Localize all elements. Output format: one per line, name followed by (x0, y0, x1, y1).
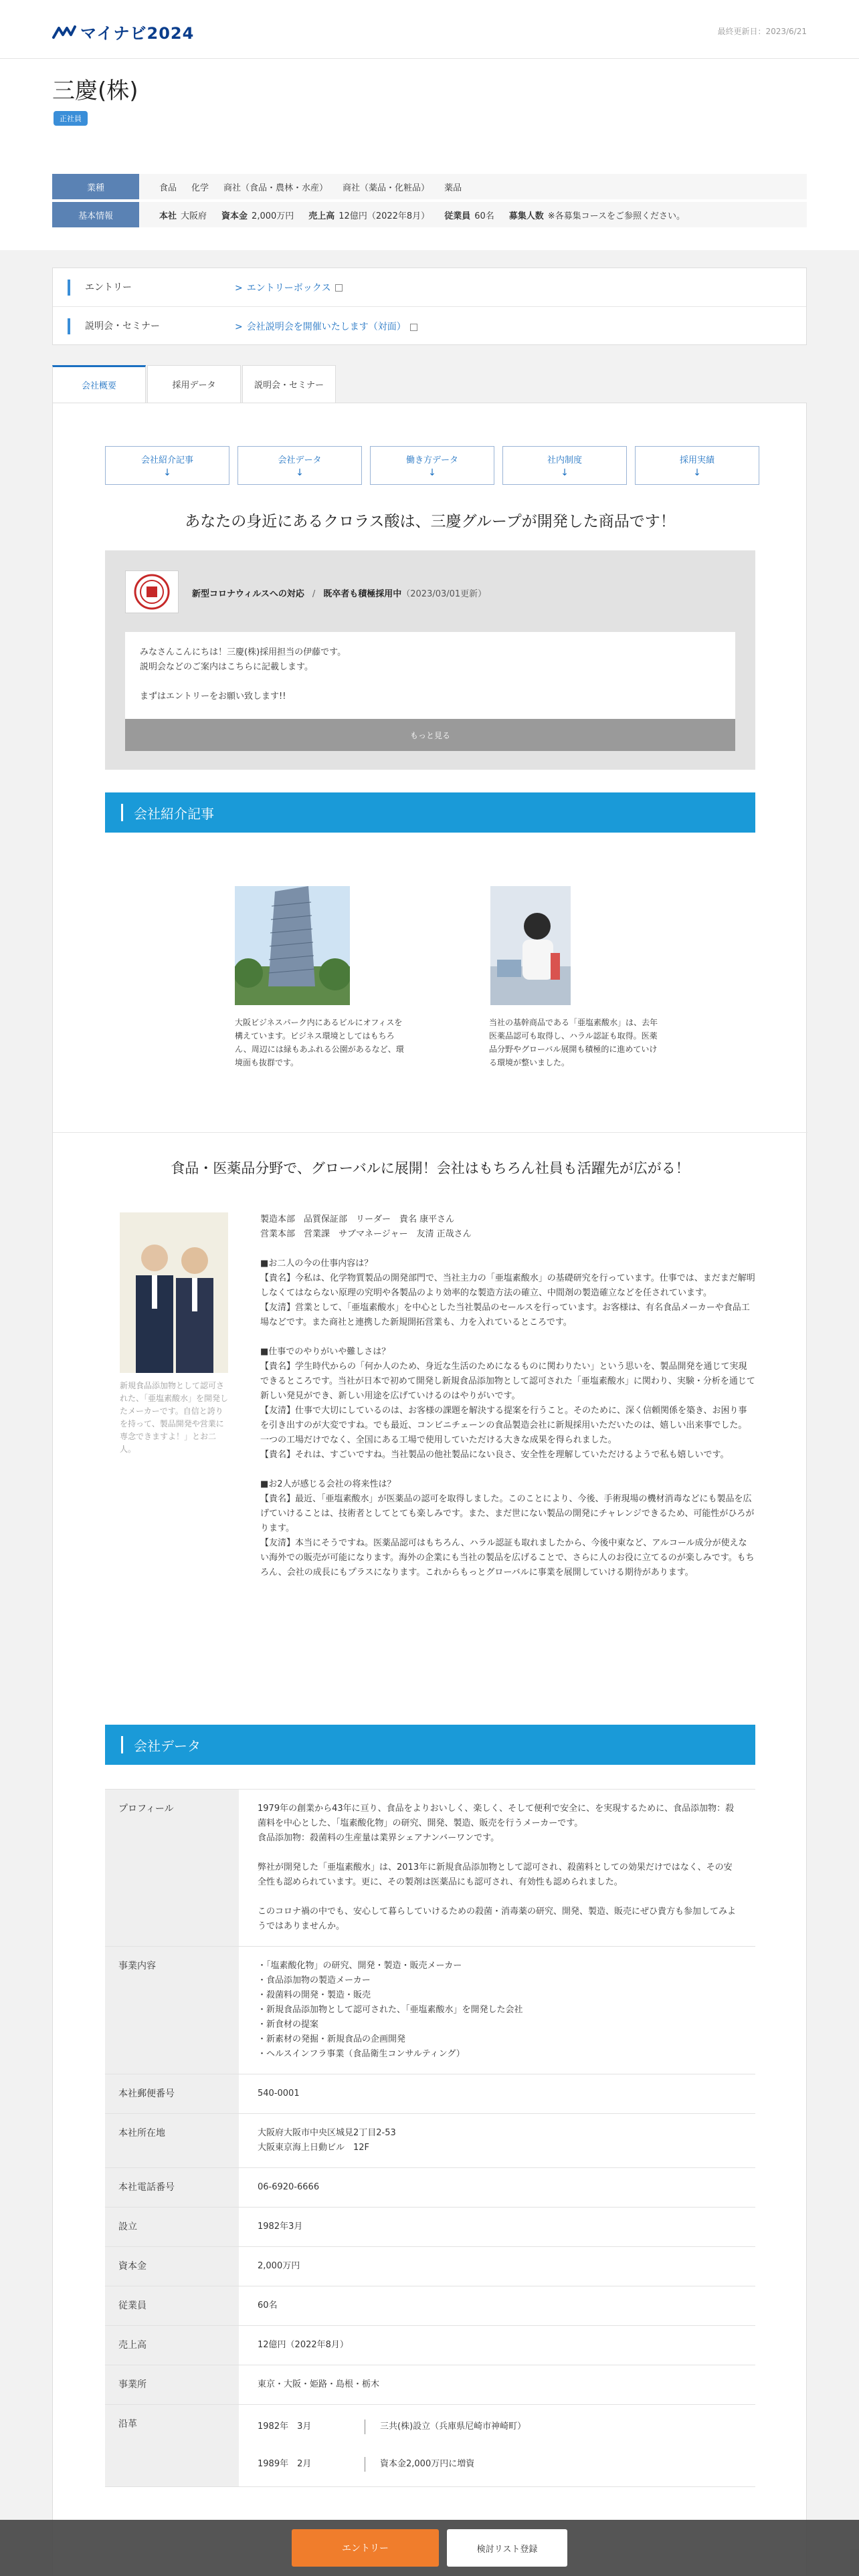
company-name: 三慶(株) (52, 78, 138, 104)
seminar-label: 説明会・セミナー (68, 318, 215, 334)
logo-text: マイナビ2024 (80, 24, 195, 43)
industry-values (139, 174, 807, 199)
row-label: 沿革 (105, 2405, 239, 2486)
news-box (105, 550, 755, 770)
row-label: 従業員 (105, 2286, 239, 2325)
arrow-down-icon: ↓ (428, 467, 436, 478)
interview-line: 【友清】営業として、「亜塩素酸水」を中心とした当社製品のセールスを行っています。お客様は、有名食品メーカーや食品工場などです。また商社と連携した新規開拓営業も、力を入れているところです。 (260, 1303, 750, 1327)
chevron-right-icon: > (235, 282, 243, 294)
table-row (105, 2114, 755, 2168)
news-title[interactable]: 新型コロナウィルスへの対応 / 既卒者も積極採用中（2023/03/01更新） (192, 589, 487, 599)
interview-line: 【貴名】今私は、化学物質製品の開発部門で、当社主力の「亜塩素酸水」の基礎研究を行っています。仕事では、まだまだ解明しなくてはならない原理の究明や各製品のより効率的な製造方法の確立、中間剤の製造確立などを任されています。 (260, 1273, 755, 1298)
recruit-info: 募集人数 ※各募集コースをご参照ください。 (508, 211, 686, 221)
mynavi-logo[interactable] (52, 20, 194, 43)
entry-box-link[interactable]: > エントリーボックス (235, 281, 343, 294)
main-panel (52, 403, 807, 2576)
photo-card-office (235, 886, 409, 1069)
row-value: 12億円（2022年8月） (258, 2340, 349, 2350)
catch-headline: あなたの身近にあるクロラス酸は、三慶グループが開発した商品です！ (185, 513, 676, 530)
table-row (105, 2247, 755, 2286)
table-row (105, 2365, 755, 2405)
industry-label: 業種 (52, 174, 139, 199)
row-value: 540-0001 (258, 2088, 300, 2099)
interview-caption: 新規食品添加物として認可された、「亜塩素酸水」を開発したメーカーです。自信と誇りを持って、製品開発や営業に専念できますよ！」とお二人。 (120, 1381, 229, 1454)
table-row (105, 1947, 755, 2074)
interview-line: 【貴名】学生時代からの「何か人のため、身近な生活のためになるものに関わりたい」という思いを、製品開発を通じて実現できるところです。当社が日本で初めて開発し新規食品添加物として認可された「亜塩素酸水」に関わり、実験・分析を通じて新しい発見ができ、新しい用途を広げていけるのはやりがいです。 (260, 1362, 755, 1401)
row-value: 1979年の創業から43年に亘り、食品をよりおいしく、楽しく、そして便利で安全に、を実現するために、食品添加物：殺菌料を中心とした、「塩素酸化物」の研究、開発、製造、販売を行うメーカーです。 食品添加物：殺菌料の生産量は業界シェアナンバーワンです。 弊社が開発した「亜塩素酸水」は、2013年に新規食品添加物として認可され、殺菌料としての効果だけではなく、その安全性も認められています。更に、その製剤は医薬品にも認可され、有効性も認められました。 このコロナ禍の中でも、安心して暮らしていけるための殺菌・消毒薬の研究、開発、製造、販売にぜひ貴方も参加してみようではありませんか。 (258, 1804, 737, 1931)
interview-text (260, 1212, 755, 1580)
row-label: 本社郵便番号 (105, 2074, 239, 2113)
section-intro-articles: 会社紹介記事 (105, 792, 755, 833)
entry-row (53, 268, 806, 307)
interview-question: ■お2人が感じる会社の将来性は？ (260, 1479, 396, 1489)
interview-question: ■仕事でのやりがいや難しさは？ (260, 1347, 391, 1357)
add-to-list-button[interactable]: 検討リスト登録 (447, 2529, 567, 2567)
table-row (105, 2208, 755, 2247)
subnav-internal-systems[interactable]: 社内制度 ↓ (502, 446, 627, 485)
chevron-right-icon: > (235, 322, 243, 332)
company-header (0, 59, 859, 250)
seminar-link[interactable]: > 会社説明会を開催いたします（対面） (235, 320, 417, 333)
page-tabs (52, 365, 337, 403)
table-row (105, 2286, 755, 2326)
news-date: （2023/03/01更新） (401, 589, 487, 599)
table-row (105, 2405, 755, 2487)
arrow-down-icon: ↓ (693, 467, 701, 478)
office-building-photo (235, 886, 350, 1005)
last-updated: 最終更新日：2023/6/21 (717, 27, 807, 36)
subnav-hiring-results[interactable]: 採用実績 ↓ (635, 446, 759, 485)
employment-badge: 正社員 (54, 111, 88, 126)
sales-info: 売上高 12億円（2022年8月） (308, 211, 430, 221)
industry-item: 薬品 (444, 183, 462, 193)
row-value: 東京・大阪・姫路・島根・栃木 (258, 2379, 380, 2389)
external-link-icon (335, 284, 343, 292)
hq-info: 本社 大阪府 (159, 211, 207, 221)
section-subnav (105, 446, 759, 485)
company-data-table (105, 1789, 755, 2487)
row-value: ・「塩素酸化物」の研究、開発・製造・販売メーカー ・食品添加物の製造メーカー ・殺菌料の開発・製造・販売 ・新規食品添加物として認可された、「亜塩素酸水」を開発した会社 ・新食材の提案 ・新素材の発掘・新規食品の企画開発 ・ヘルスインフラ事業（食品衛生コンサルティング） (258, 1961, 523, 2059)
row-value: 06-6920-6666 (258, 2182, 320, 2192)
row-label: プロフィール (105, 1790, 239, 1946)
site-header (0, 0, 859, 59)
sticky-action-bar (0, 2520, 859, 2576)
basic-info-values (139, 202, 807, 227)
tab-company-overview[interactable]: 会社概要 (52, 365, 146, 403)
industry-item: 化学 (191, 183, 209, 193)
industry-item: 食品 (159, 183, 177, 193)
lab-photo (490, 886, 571, 1005)
tab-seminar[interactable]: 説明会・セミナー (242, 365, 336, 403)
arrow-down-icon: ↓ (163, 467, 171, 478)
section-company-data: 会社データ (105, 1725, 755, 1765)
table-row (105, 1790, 755, 1947)
interview-photo (120, 1212, 228, 1373)
row-value: 1982年3月 (258, 2222, 303, 2232)
office-caption: 大阪ビジネスパーク内にあるビルにオフィスを構えています。ビジネス環境としてはもちろん、周辺には緑もあふれる公園があるなど、環境面も抜群です。 (235, 1018, 404, 1067)
entry-label: エントリー (68, 280, 215, 296)
interview-question: ■お二人の今の仕事内容は？ (260, 1259, 373, 1269)
row-value: 大阪府大阪市中央区城見2丁目2-53 大阪東京海上日動ビル 12F (258, 2128, 396, 2153)
history-item: 1982年 3月 三共(株)設立（兵庫県尼崎市神崎町） (258, 2417, 737, 2437)
entry-links-box (52, 267, 807, 345)
divider (53, 1132, 807, 1133)
table-row (105, 2168, 755, 2208)
history-value (239, 2405, 755, 2486)
interview-headline: 食品・医薬品分野で、グローバルに展開！会社はもちろん社員も活躍先が広がる！ (171, 1160, 690, 1176)
interview-line: 【友清】本当にそうですね。医薬品認可はもちろん、ハラル認証も取れましたから、今後中東など、アルコール成分が使えない海外での販売が可能になります。海外の企業にも当社の製品を広げることで、さらに人のお役に立てるのが楽しみです。もちろん、会社の成長にもプラスになります。これからもっとグローバルに事業を展開していける期待があります。 (260, 1538, 755, 1578)
industry-row (52, 174, 807, 199)
interview-line: 【貴名】最近、「亜塩素酸水」が医薬品の認可を取得しました。このことにより、今後、手術現場の機材消毒などにも製品を広げていけることは、技術者としてとても楽しみです。また、まだ世にない製品の開発にチャレンジできるため、可能性がひろがります。 (260, 1494, 755, 1533)
employees-info: 従業員 60名 (444, 211, 494, 221)
industry-item: 商社（薬品・化粧品） (343, 183, 430, 193)
external-link-icon (410, 324, 417, 331)
interview-line: 営業本部 営業課 サブマネージャー 友清 正哉さん (260, 1229, 472, 1239)
company-logo (125, 570, 179, 613)
interview-line: 製造本部 品質保証部 リーダー 貴名 康平さん (260, 1214, 455, 1224)
subnav-company-data[interactable]: 会社データ ↓ (237, 446, 362, 485)
basic-info-row (52, 202, 807, 227)
company-seal-icon (133, 573, 171, 611)
table-row (105, 2074, 755, 2114)
news-body: みなさんこんにちは！三慶(株)採用担当の伊藤です。 説明会などのご案内はこちらに記載します。 まずはエントリーをお願い致します!! (125, 632, 735, 719)
history-item: 1989年 2月 資本金2,000万円に増資 (258, 2454, 737, 2474)
interview-line: 【友清】仕事で大切にしているのは、お客様の課題を解決する提案を行うこと。そのために、深く信頼関係を築き、お困り事を引き出すのが大変ですね。でも最近、コンビニチェーンの食品製造会社に新規採用いただいたのは、嬉しい出来事でした。一つの工場だけでなく、全国にある工場で使用していただける大きな成果を得られました。 (260, 1406, 747, 1445)
row-label: 資本金 (105, 2247, 239, 2286)
row-label: 本社電話番号 (105, 2168, 239, 2207)
capital-info: 資本金 2,000万円 (221, 211, 294, 221)
arrow-down-icon: ↓ (296, 467, 304, 478)
row-value: 2,000万円 (258, 2261, 300, 2271)
subnav-work-style-data[interactable]: 働き方データ ↓ (370, 446, 494, 485)
seminar-row (53, 307, 806, 346)
row-value: 60名 (258, 2300, 278, 2311)
table-row (105, 2326, 755, 2365)
show-more-button[interactable]: もっと見る (125, 719, 735, 751)
tab-recruit-data[interactable]: 採用データ (147, 365, 241, 403)
interview-line: 【貴名】それは、すごいですね。当社製品の他社製品にない良さ、安全性を理解していただけるようで私も嬉しいです。 (260, 1450, 729, 1460)
row-label: 事業所 (105, 2365, 239, 2404)
industry-item: 商社（食品・農林・水産） (223, 183, 328, 193)
row-label: 事業内容 (105, 1947, 239, 2074)
mynavi-logo-icon (52, 24, 78, 40)
row-label: 売上高 (105, 2326, 239, 2365)
company-info-table (52, 174, 807, 230)
product-caption: 当社の基幹商品である「亜塩素酸水」は、去年医薬品認可も取得し、ハラル認証も取得。医薬品分野やグローバル展開も積極的に進めていける環境が整いました。 (489, 1018, 658, 1067)
row-label: 設立 (105, 2208, 239, 2246)
photo-card-product (489, 886, 663, 1069)
subnav-intro-articles[interactable]: 会社紹介記事 ↓ (105, 446, 229, 485)
entry-button[interactable]: エントリー (292, 2529, 439, 2567)
basic-info-label: 基本情報 (52, 202, 139, 227)
arrow-down-icon: ↓ (561, 467, 569, 478)
row-label: 本社所在地 (105, 2114, 239, 2167)
